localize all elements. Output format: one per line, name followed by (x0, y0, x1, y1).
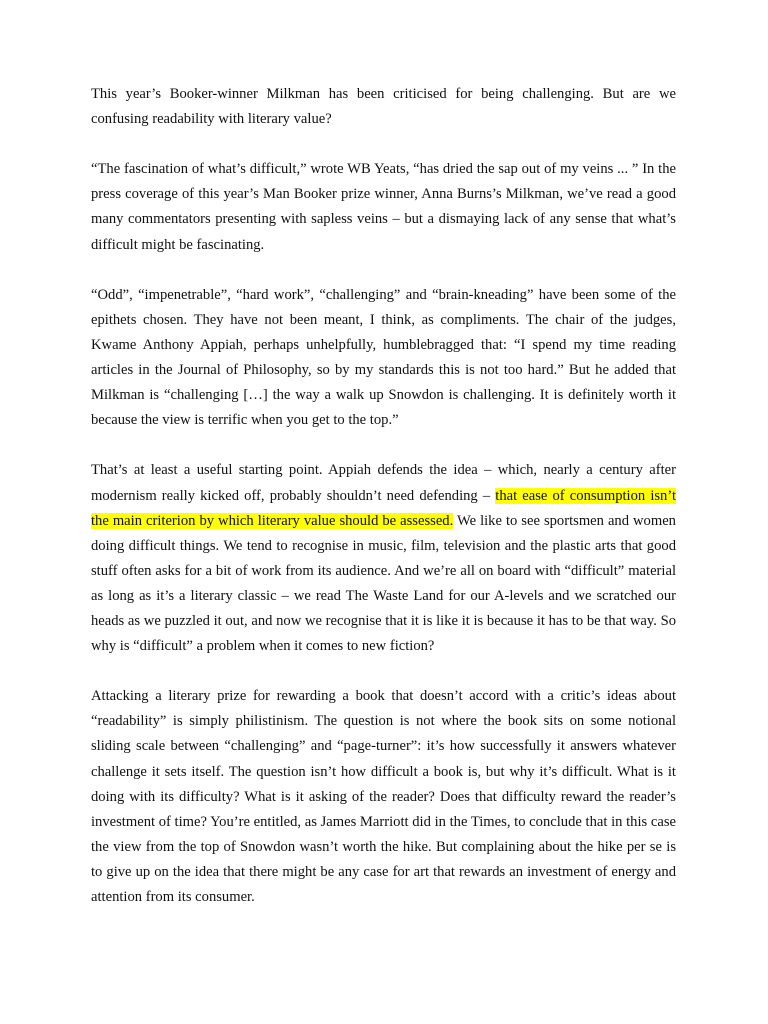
paragraph-yeats: “The fascination of what’s difficult,” wrote WB Yeats, “has dried the sap out of my veins ... ” In the press coverage of this year’s Man Booker prize winner, Anna Burns’s Milkman, we’ve read a good many commentators presenting with sapless veins – but a dismaying lack of any sense that what’s difficult might be fascinating. (91, 161, 676, 253)
highlighted-text: that ease of consumption isn’t the main criterion by which literary value should be assessed. (91, 487, 676, 529)
paragraph-starting-point (91, 458, 676, 659)
paragraph-epithets: “Odd”, “impenetrable”, “hard work”, “challenging” and “brain-kneading” have been some of the epithets chosen. They have not been meant, I think, as compliments. The chair of the judges, Kwame Anthony Appiah, perhaps unhelpfully, humblebragged that: “I spend my time reading articles in the Journal of Philosophy, so by my standards this is not too hard.” But he added that Milkman is “challenging […] the way a walk up Snowdon is challenging. It is definitely worth it because the view is terrific when you get to the top.” (91, 286, 676, 429)
paragraph-intro: This year’s Booker-winner Milkman has been criticised for being challenging. But are we confusing readability with literary value? (91, 86, 676, 128)
paragraph-text-after: We like to see sportsmen and women doing difficult things. We tend to recognise in music, film, television and the plastic arts that good stuff often asks for a bit of work from its audience. And we’re all on board with “difficult” material as long as it’s a literary classic – we read The Waste Land for our A-levels and we scratched our heads as we puzzled it out, and now we recognise that it is like it is because it has to be that way. So why is “difficult” a problem when it comes to new fiction? (91, 512, 676, 655)
paragraph-text-before: That’s at least a useful starting point. Appiah defends the idea – which, nearly a century after modernism really kicked off, probably shouldn’t need defending – (91, 462, 676, 504)
document-page (91, 82, 676, 935)
paragraph-philistinism: Attacking a literary prize for rewarding a book that doesn’t accord with a critic’s ideas about “readability” is simply philistinism. The question is not where the book sits on some notional sliding scale between “challenging” and “page-turner”: it’s how successfully it answers whatever challenge it sets itself. The question isn’t how difficult a book is, but why it’s difficult. What is it doing with its difficulty? What is it asking of the reader? Does that difficulty reward the reader’s investment of time? You’re entitled, as James Marriott did in the Times, to conclude that in this case the view from the top of Snowdon wasn’t worth the hike. But complaining about the hike per se is to give up on the idea that there might be any case for art that rewards an investment of energy and attention from its consumer. (91, 688, 676, 905)
